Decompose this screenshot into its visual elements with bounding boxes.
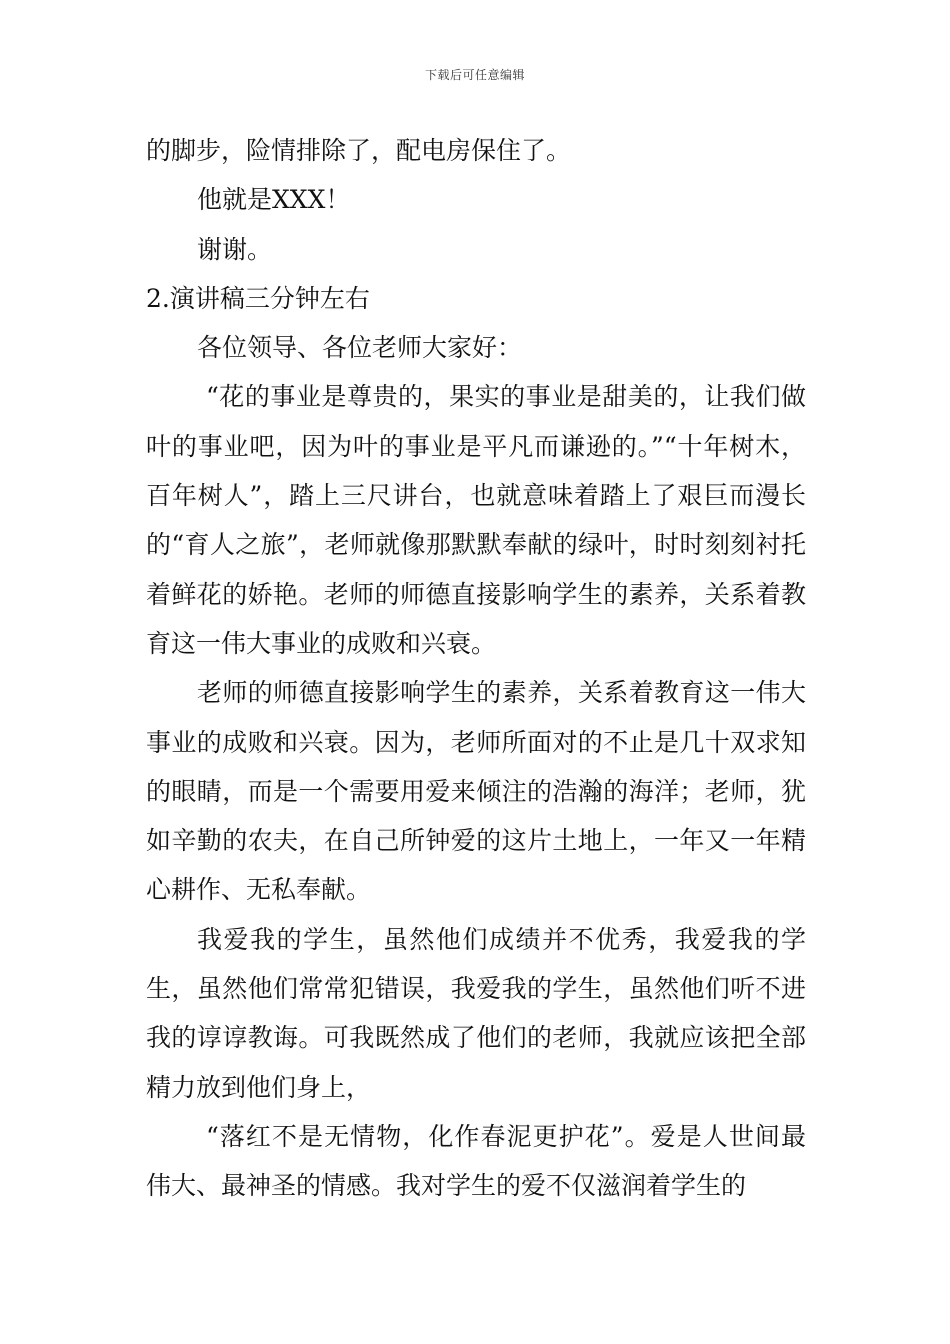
paragraph-name-reveal: 他就是XXX！ [197,185,351,215]
paragraph-body: “落红不是无情物，化作春泥更护花”。爱是人世间最伟大、最神圣的情感。我对学生的爱不仅滋润着学生的 [146,1121,806,1201]
paragraph-greeting: 各位领导、各位老师大家好： [197,333,523,363]
section-heading: 2.演讲稿三分钟左右 [146,283,370,313]
paragraph-body: “花的事业是尊贵的，果实的事业是甜美的，让我们做叶的事业吧，因为叶的事业是平凡而谦逊的。”“十年树木，百年树人”，踏上三尺讲台，也就意味着踏上了艰巨而漫长的“育人之旅”，老师就像那默默奉献的绿叶，时时刻刻衬托着鲜花的娇艳。老师的师德直接影响学生的素养，关系着教育这一伟大事业的成败和兴衰。 [146,382,806,658]
paragraph-continuation: 的脚步，险情排除了，配电房保住了。 [146,136,572,165]
paragraph-body: 我爱我的学生，虽然他们成绩并不优秀，我爱我的学生，虽然他们常常犯错误，我爱我的学生，虽然他们听不进我的谆谆教诲。可我既然成了他们的老师，我就应该把全部精力放到他们身上， [146,924,806,1102]
paragraph-body: 老师的师德直接影响学生的素养，关系着教育这一伟大事业的成败和兴衰。因为，老师所面对的不止是几十双求知的眼睛，而是一个需要用爱来倾注的浩瀚的海洋；老师，犹如辛勤的农夫，在自己所钟爱的这片土地上，一年又一年精心耕作、无私奉献。 [146,678,806,905]
document-body [146,126,806,1211]
header-note: 下载后可任意编辑 [424,68,525,82]
paragraph-thanks: 谢谢。 [197,234,273,264]
